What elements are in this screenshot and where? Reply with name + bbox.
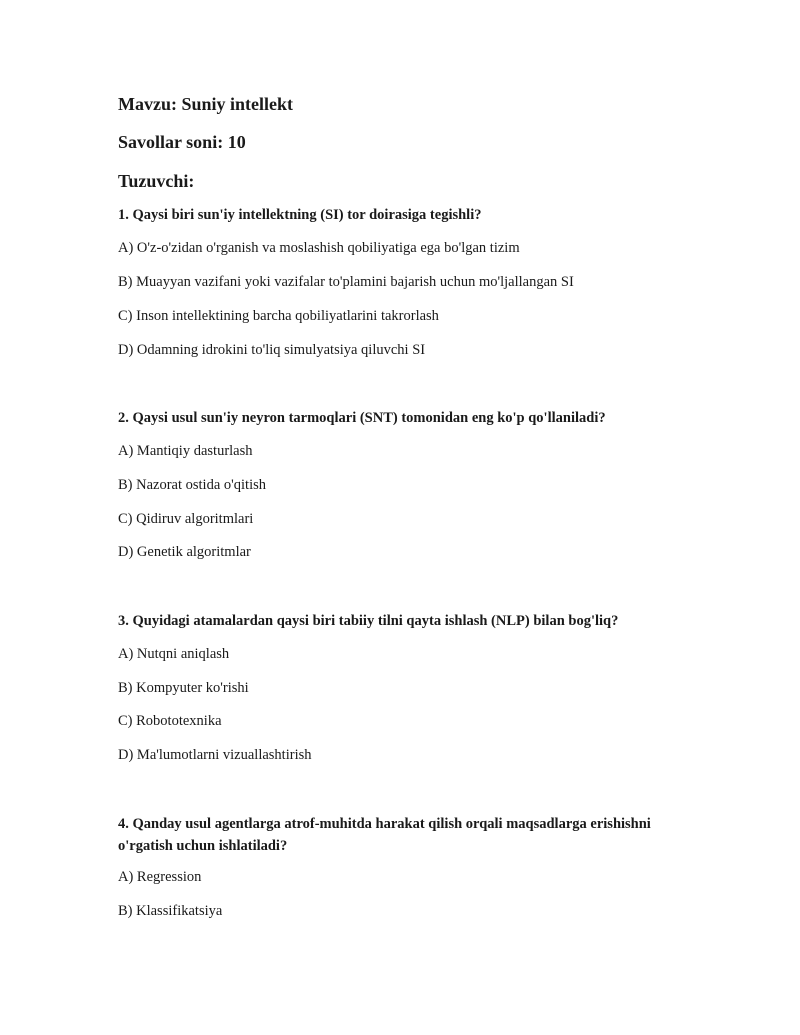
question-3-option-c: C) Robototexnika — [118, 713, 222, 729]
topic-heading: Mavzu: Suniy intellekt — [118, 94, 294, 114]
question-3-option-b: B) Kompyuter ko'rishi — [118, 680, 249, 696]
question-3: 3. Quyidagi atamalardan qaysi biri tabiiy tilni qayta ishlash (NLP) bilan bog'liq? — [118, 613, 619, 629]
question-1-option-b: B) Muayyan vazifani yoki vazifalar to'plamini bajarish uchun mo'ljallangan SI — [118, 274, 574, 290]
question-3-option-a: A) Nutqni aniqlash — [118, 646, 230, 662]
question-2-option-a: A) Mantiqiy dasturlash — [118, 443, 253, 459]
question-4-option-b: B) Klassifikatsiya — [118, 903, 223, 919]
question-2-option-b: B) Nazorat ostida o'qitish — [118, 477, 266, 493]
question-1-option-c: C) Inson intellektining barcha qobiliyatlarini takrorlash — [118, 308, 439, 324]
question-3-option-d: D) Ma'lumotlarni vizuallashtirish — [118, 747, 312, 763]
question-count-heading: Savollar soni: 10 — [118, 132, 246, 152]
question-1: 1. Qaysi biri sun'iy intellektning (SI) tor doirasiga tegishli? — [118, 207, 482, 223]
question-2: 2. Qaysi usul sun'iy neyron tarmoqlari (SNT) tomonidan eng ko'p qo'llaniladi? — [118, 410, 606, 426]
question-2-option-c: C) Qidiruv algoritmlari — [118, 511, 254, 527]
author-heading: Tuzuvchi: — [118, 171, 195, 191]
question-1-option-d: D) Odamning idrokini to'liq simulyatsiya qiluvchi SI — [118, 342, 426, 358]
question-2-option-d: D) Genetik algoritmlar — [118, 544, 251, 560]
question-1-option-a: A) O'z-o'zidan o'rganish va moslashish qobiliyatiga ega bo'lgan tizim — [118, 240, 520, 256]
question-4: 4. Qanday usul agentlarga atrof-muhitda harakat qilish orqali maqsadlarga erishishni o'rgatish uchun ishlatiladi? — [118, 816, 651, 854]
question-4-option-a: A) Regression — [118, 869, 202, 885]
